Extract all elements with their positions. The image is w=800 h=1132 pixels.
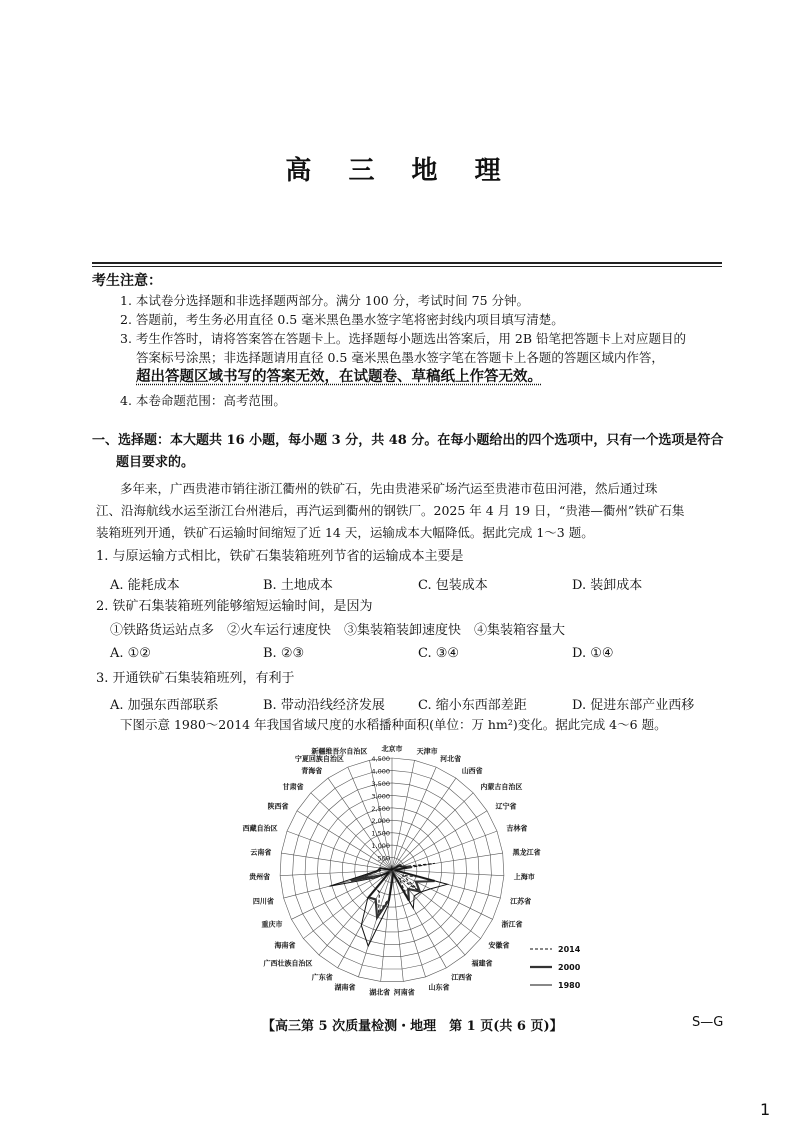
category-label: 浙江省 — [501, 920, 523, 929]
category-label: 云南省 — [250, 848, 272, 857]
notice-item-3: 3. 考生作答时，请将答案答在答题卡上。选择题每小题选出答案后，用 2B 铅笔把答题卡上对应题目的 — [120, 331, 686, 346]
radial-tick-label: 2,500 — [371, 804, 390, 813]
header-divider-thin — [92, 266, 722, 267]
q1-option-d: D. 装卸成本 — [572, 578, 643, 593]
radar-chart-svg — [240, 735, 585, 1000]
radial-tick-label: 2,000 — [371, 817, 390, 826]
category-label: 新疆维吾尔自治区 — [311, 747, 368, 756]
q2-option-c: C. ③④ — [418, 646, 460, 661]
rice-area-radar-chart — [240, 735, 585, 1000]
category-label: 山东省 — [428, 983, 450, 992]
category-label: 天津市 — [416, 747, 438, 756]
radial-tick-label: 500 — [377, 854, 390, 863]
q2-statements: ①铁路货运站点多 ②火车运行速度快 ③集装箱装卸速度快 ④集装箱容量大 — [110, 623, 566, 638]
category-label: 青海省 — [301, 766, 323, 775]
notice-item-4: 4. 本卷命题范围：高考范围。 — [120, 393, 286, 408]
category-label: 河南省 — [393, 988, 415, 997]
grid-spoke — [392, 870, 481, 939]
q1-option-a: A. 能耗成本 — [110, 578, 180, 593]
notice-item-2: 2. 答题前，考生务必用直径 0.5 毫米黑色墨水签字笔将密封线内项目填写清楚。 — [120, 312, 564, 327]
category-label: 北京市 — [381, 745, 403, 753]
grid-spoke — [281, 853, 392, 870]
category-label: 福建省 — [471, 959, 493, 968]
category-label: 广东省 — [311, 973, 333, 982]
question-1-stem: 1. 与原运输方式相比，铁矿石集装箱班列节省的运输成本主要是 — [96, 549, 464, 564]
question-2-stem: 2. 铁矿石集装箱班列能够缩短运输时间，是因为 — [96, 599, 373, 614]
page-footer: 【高三第 5 次质量检测・地理 第 1 页(共 6 页)】 — [262, 1019, 563, 1034]
grid-spoke — [392, 767, 436, 870]
radial-tick-label: 4,000 — [371, 767, 390, 776]
category-label: 山西省 — [461, 766, 483, 775]
category-label: 湖北省 — [369, 988, 391, 997]
q2-option-b: B. ②③ — [263, 646, 305, 661]
q1-option-c: C. 包装成本 — [418, 578, 488, 593]
grid-spoke — [392, 870, 426, 977]
q2-option-d: D. ①④ — [572, 646, 614, 661]
notice-heading: 考生注意： — [92, 273, 162, 289]
page-number: 1 — [760, 1100, 771, 1119]
passage-2: 下图示意 1980～2014 年我国省域尺度的水稻播种面积(单位：万 hm²)变化。据此完成 4～6 题。 — [120, 717, 667, 732]
grid-spoke — [358, 870, 392, 977]
radial-tick-label: 3,500 — [371, 779, 390, 788]
grid-spoke — [392, 870, 465, 955]
category-label: 江西省 — [451, 973, 473, 982]
header-divider — [92, 262, 722, 264]
q3-option-b: B. 带动沿线经济发展 — [263, 698, 385, 713]
section-heading-cont: 题目要求的。 — [116, 455, 195, 470]
passage-1-line-2: 江、沿海航线水运至浙江台州港后，再汽运到衢州的钢铁厂。2025 年 4 月 19 日，“贵港—衢州”铁矿石集 — [96, 503, 685, 518]
q1-option-b: B. 土地成本 — [263, 578, 333, 593]
q2-option-a: A. ①② — [110, 646, 151, 661]
category-label: 湖南省 — [334, 983, 356, 992]
q3-option-d: D. 促进东部产业西移 — [572, 698, 695, 713]
passage-1-line-3: 装箱班列开通，铁矿石运输时间缩短了近 14 天，运输成本大幅降低。据此完成 1～3 题。 — [96, 525, 594, 540]
category-label: 陕西省 — [267, 802, 289, 811]
category-label: 安徽省 — [488, 941, 510, 950]
category-label: 甘肃省 — [282, 782, 304, 791]
category-label: 内蒙古自治区 — [480, 782, 523, 791]
category-label: 重庆市 — [261, 920, 283, 929]
category-label: 上海市 — [513, 873, 535, 882]
category-label: 西藏自治区 — [242, 824, 278, 833]
question-3-stem: 3. 开通铁矿石集装箱班列，有利于 — [96, 671, 295, 686]
grid-spoke — [284, 870, 392, 898]
radial-tick-label: 3,000 — [371, 792, 390, 801]
category-label: 江苏省 — [510, 897, 532, 906]
category-label: 广西壮族自治区 — [263, 959, 313, 968]
category-label: 宁夏回族自治区 — [294, 754, 344, 763]
passage-1-line-1: 多年来，广西贵港市销往浙江衢州的铁矿石，先由贵港采矿场汽运至贵港市苞田河港，然后通过珠 — [120, 481, 658, 496]
notice-item-3-emphasis: 超出答题区域书写的答案无效，在试题卷、草稿纸上作答无效。 — [136, 368, 542, 385]
notice-item-3-cont: 答案标号涂黑；非选择题请用直径 0.5 毫米黑色墨水签字笔在答题卡上各题的答题区域内作答， — [136, 350, 664, 365]
category-label: 辽宁省 — [495, 802, 517, 811]
radial-tick-label: 1,500 — [371, 829, 390, 838]
category-label: 河北省 — [440, 754, 462, 763]
page-title: 高 三 地 理 — [285, 156, 515, 186]
legend-label: 1980 — [558, 981, 581, 990]
notice-item-1: 1. 本试卷分选择题和非选择题两部分。满分 100 分，考试时间 75 分钟。 — [120, 293, 530, 308]
q3-option-a: A. 加强东西部联系 — [110, 698, 219, 713]
radial-tick-label: 4,500 — [371, 755, 390, 763]
q3-option-c: C. 缩小东西部差距 — [418, 698, 527, 713]
category-label: 海南省 — [274, 941, 296, 950]
radial-tick-label: 1,000 — [371, 842, 390, 851]
category-label: 贵州省 — [249, 873, 271, 882]
category-label: 四川省 — [252, 897, 274, 906]
legend-label: 2000 — [558, 963, 581, 972]
legend-label: 2014 — [558, 945, 581, 954]
footer-code: S—G — [692, 1015, 724, 1030]
grid-spoke — [392, 793, 473, 870]
grid-spoke — [392, 870, 493, 919]
category-label: 黑龙江省 — [512, 848, 541, 857]
category-label: 吉林省 — [506, 824, 528, 833]
section-heading: 一、选择题：本大题共 16 小题，每小题 3 分，共 48 分。在每小题给出的四个选项中，只有一个选项是符合 — [92, 433, 724, 448]
